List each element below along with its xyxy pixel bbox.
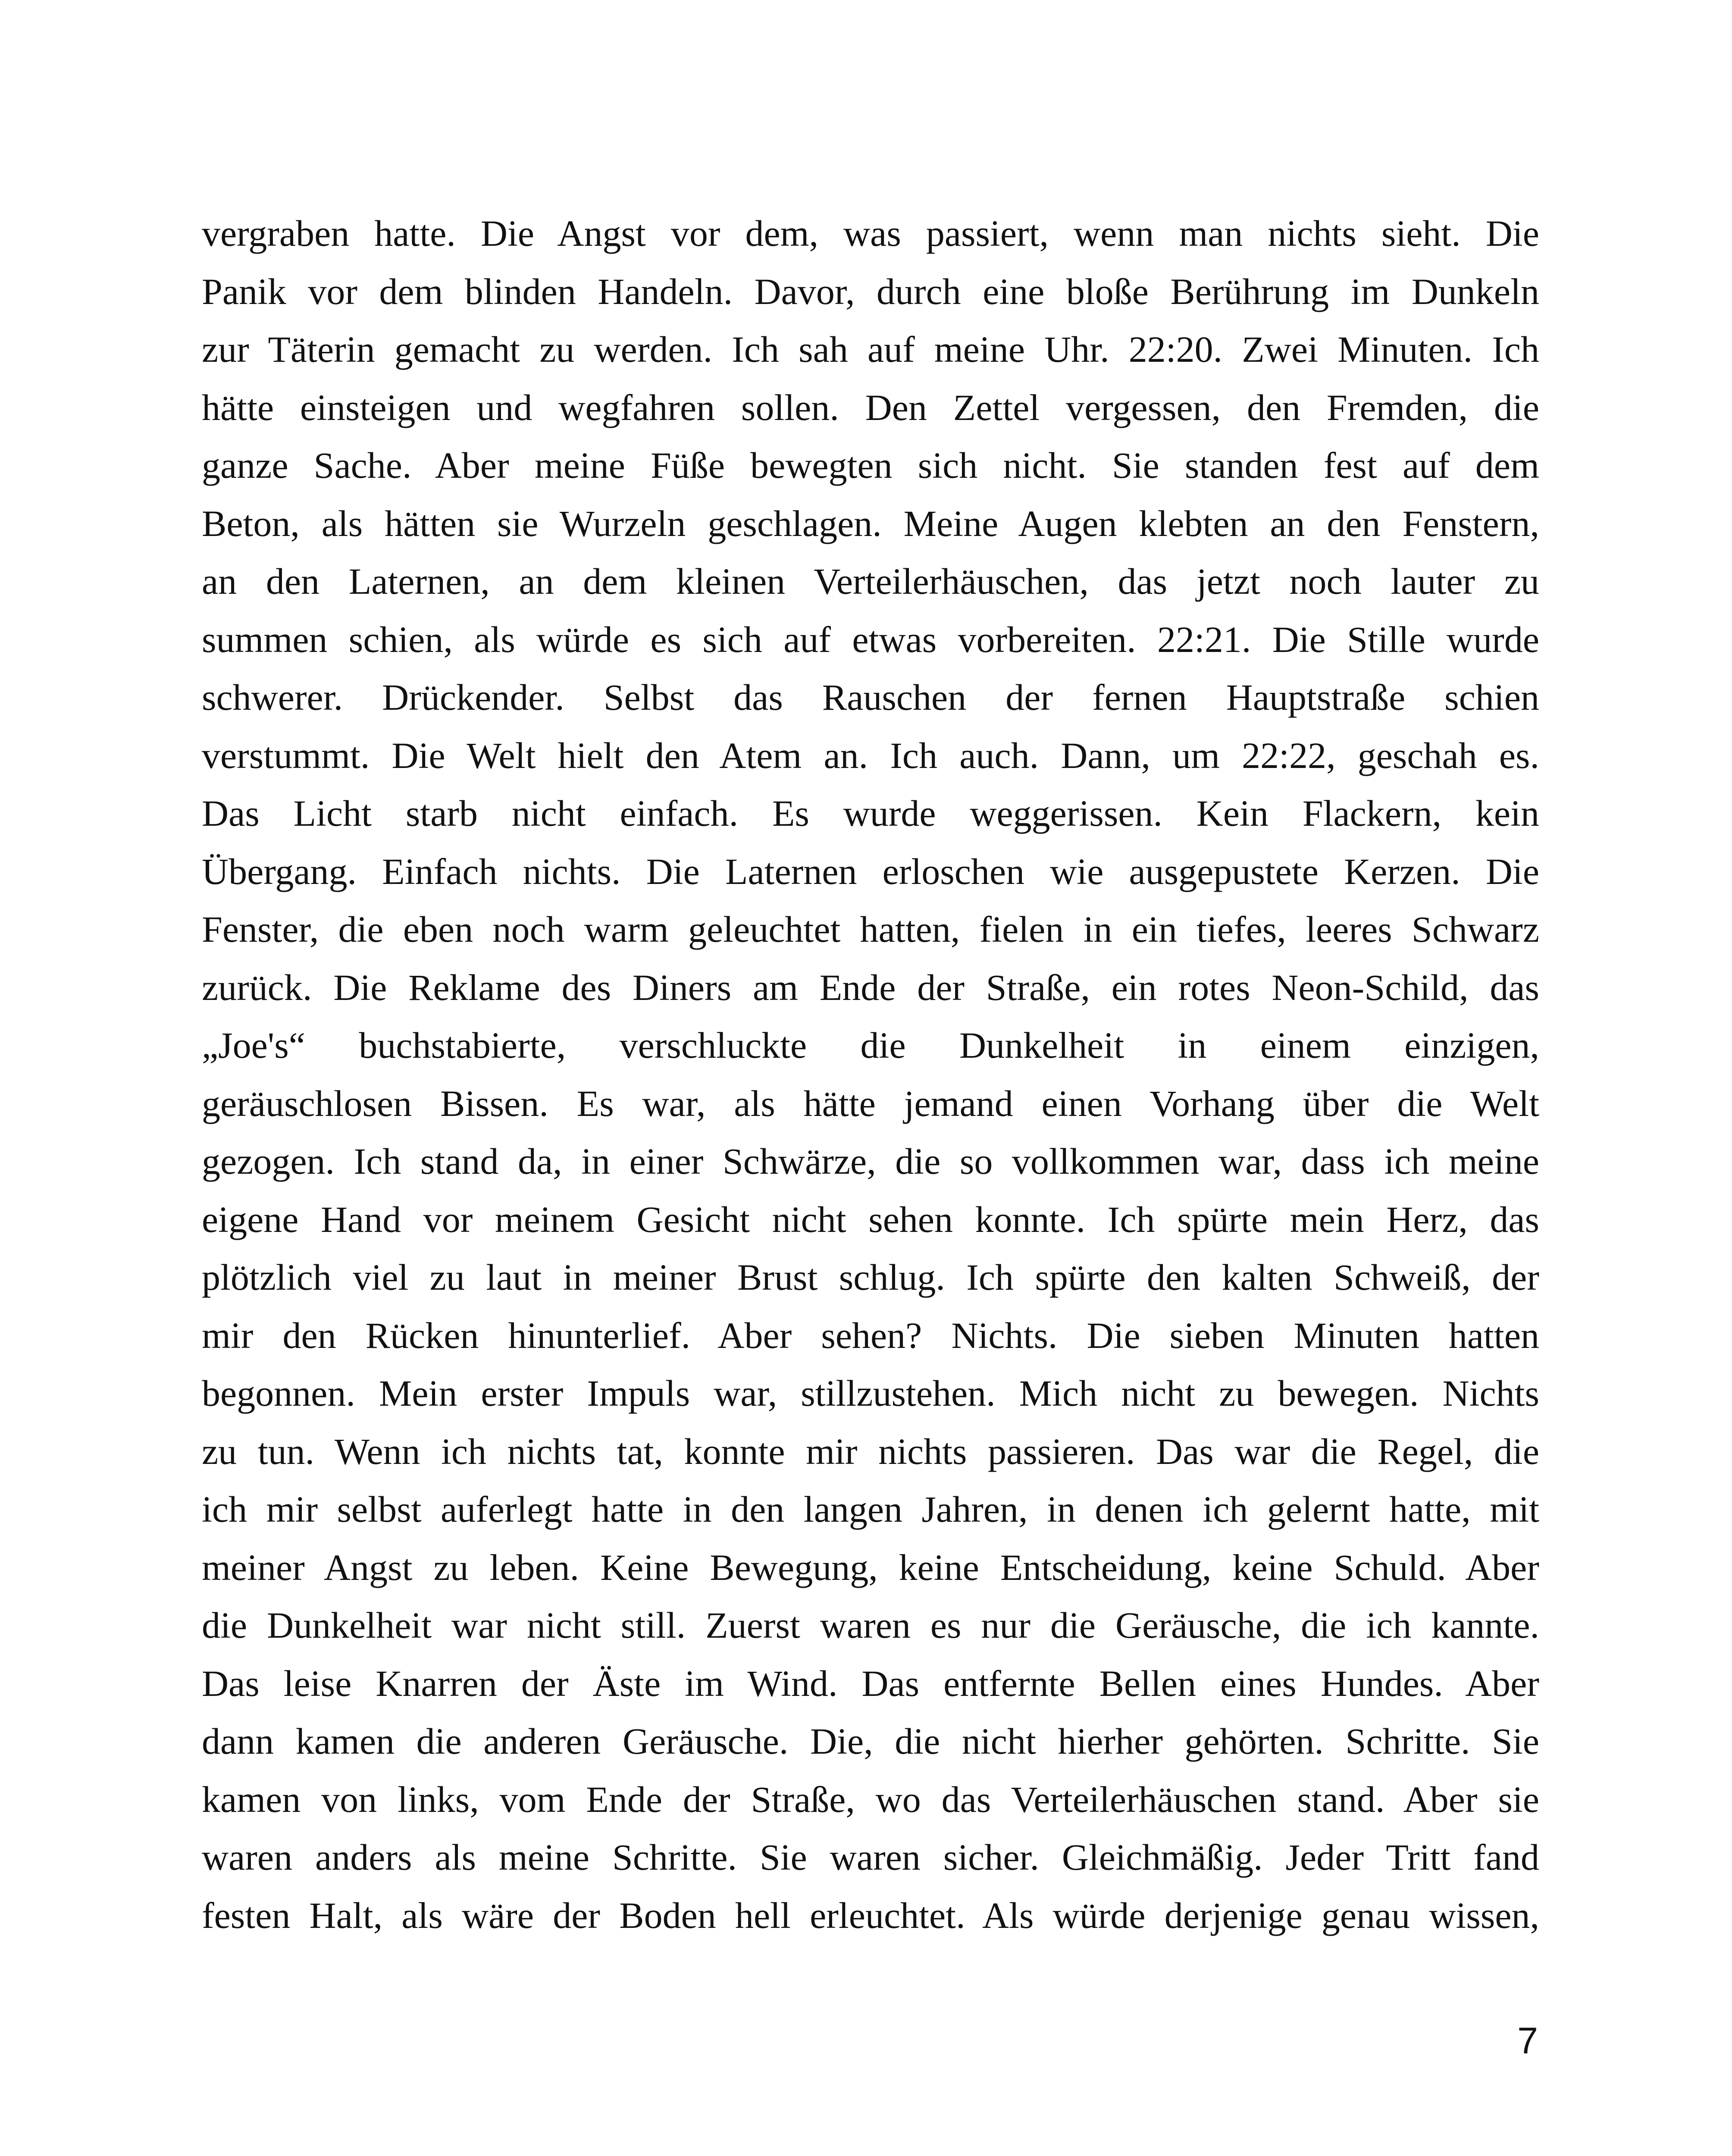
text-line: zurück. Die Reklame des Diners am Ende der Straße, ein rotes Neon-Schild, das [202,966,1539,1008]
text-line: schwerer. Drückender. Selbst das Rauschen der fernen Hauptstraße schien [202,677,1539,718]
text-line: an den Laternen, an dem kleinen Verteilerhäuschen, das jetzt noch lauter zu [202,561,1539,602]
text-line: zu tun. Wenn ich nichts tat, konnte mir nichts passieren. Das war die Regel, die [202,1430,1539,1472]
text-line: Panik vor dem blinden Handeln. Davor, durch eine bloße Berührung im Dunkeln [202,270,1539,312]
text-line: vergraben hatte. Die Angst vor dem, was passiert, wenn man nichts sieht. Die [202,213,1539,254]
text-line: kamen von links, vom Ende der Straße, wo das Verteilerhäuschen stand. Aber sie [202,1778,1539,1820]
text-line: begonnen. Mein erster Impuls war, stillzustehen. Mich nicht zu bewegen. Nichts [202,1373,1539,1414]
text-line: waren anders als meine Schritte. Sie waren sicher. Gleichmäßig. Jeder Tritt fand [202,1836,1539,1878]
text-line: hätte einsteigen und wegfahren sollen. Den Zettel vergessen, den Fremden, die [202,386,1539,428]
text-line: geräuschlosen Bissen. Es war, als hätte jemand einen Vorhang über die Welt [202,1082,1539,1124]
text-line: ganze Sache. Aber meine Füße bewegten sich nicht. Sie standen fest auf dem [202,445,1539,486]
page-number: 7 [1517,2020,1538,2062]
text-line: verstummt. Die Welt hielt den Atem an. Ich auch. Dann, um 22:22, geschah es. [202,734,1539,776]
text-line: eigene Hand vor meinem Gesicht nicht sehen konnte. Ich spürte mein Herz, das [202,1198,1539,1240]
text-line: Das leise Knarren der Äste im Wind. Das entfernte Bellen eines Hundes. Aber [202,1662,1539,1704]
text-line: Das Licht starb nicht einfach. Es wurde weggerissen. Kein Flackern, kein [202,793,1539,834]
text-line: festen Halt, als wäre der Boden hell erleuchtet. Als würde derjenige genau wissen, [202,1894,1539,1936]
text-line: summen schien, als würde es sich auf etwas vorbereiten. 22:21. Die Stille wurde [202,618,1539,660]
text-line: Fenster, die eben noch warm geleuchtet hatten, fielen in ein tiefes, leeres Schwarz [202,909,1539,950]
text-line: zur Täterin gemacht zu werden. Ich sah auf meine Uhr. 22:20. Zwei Minuten. Ich [202,329,1539,370]
text-line: meiner Angst zu leben. Keine Bewegung, keine Entscheidung, keine Schuld. Aber [202,1546,1539,1588]
text-line: plötzlich viel zu laut in meiner Brust schlug. Ich spürte den kalten Schweiß, der [202,1257,1539,1298]
text-line: „Joe's“ buchstabierte, verschluckte die Dunkelheit in einem einzigen, [202,1025,1539,1066]
text-line: ich mir selbst auferlegt hatte in den langen Jahren, in denen ich gelernt hatte, mit [202,1489,1539,1530]
text-line: die Dunkelheit war nicht still. Zuerst waren es nur die Geräusche, die ich kannte. [202,1604,1539,1646]
text-line: mir den Rücken hinunterlief. Aber sehen? Nichts. Die sieben Minuten hatten [202,1314,1539,1356]
text-line: Beton, als hätten sie Wurzeln geschlagen. Meine Augen klebten an den Fenstern, [202,502,1539,544]
text-line: Übergang. Einfach nichts. Die Laternen erloschen wie ausgepustete Kerzen. Die [202,850,1539,892]
text-line: gezogen. Ich stand da, in einer Schwärze, die so vollkommen war, dass ich meine [202,1141,1539,1182]
body-text [202,204,1539,1944]
text-line: dann kamen die anderen Geräusche. Die, die nicht hierher gehörten. Schritte. Sie [202,1720,1539,1762]
